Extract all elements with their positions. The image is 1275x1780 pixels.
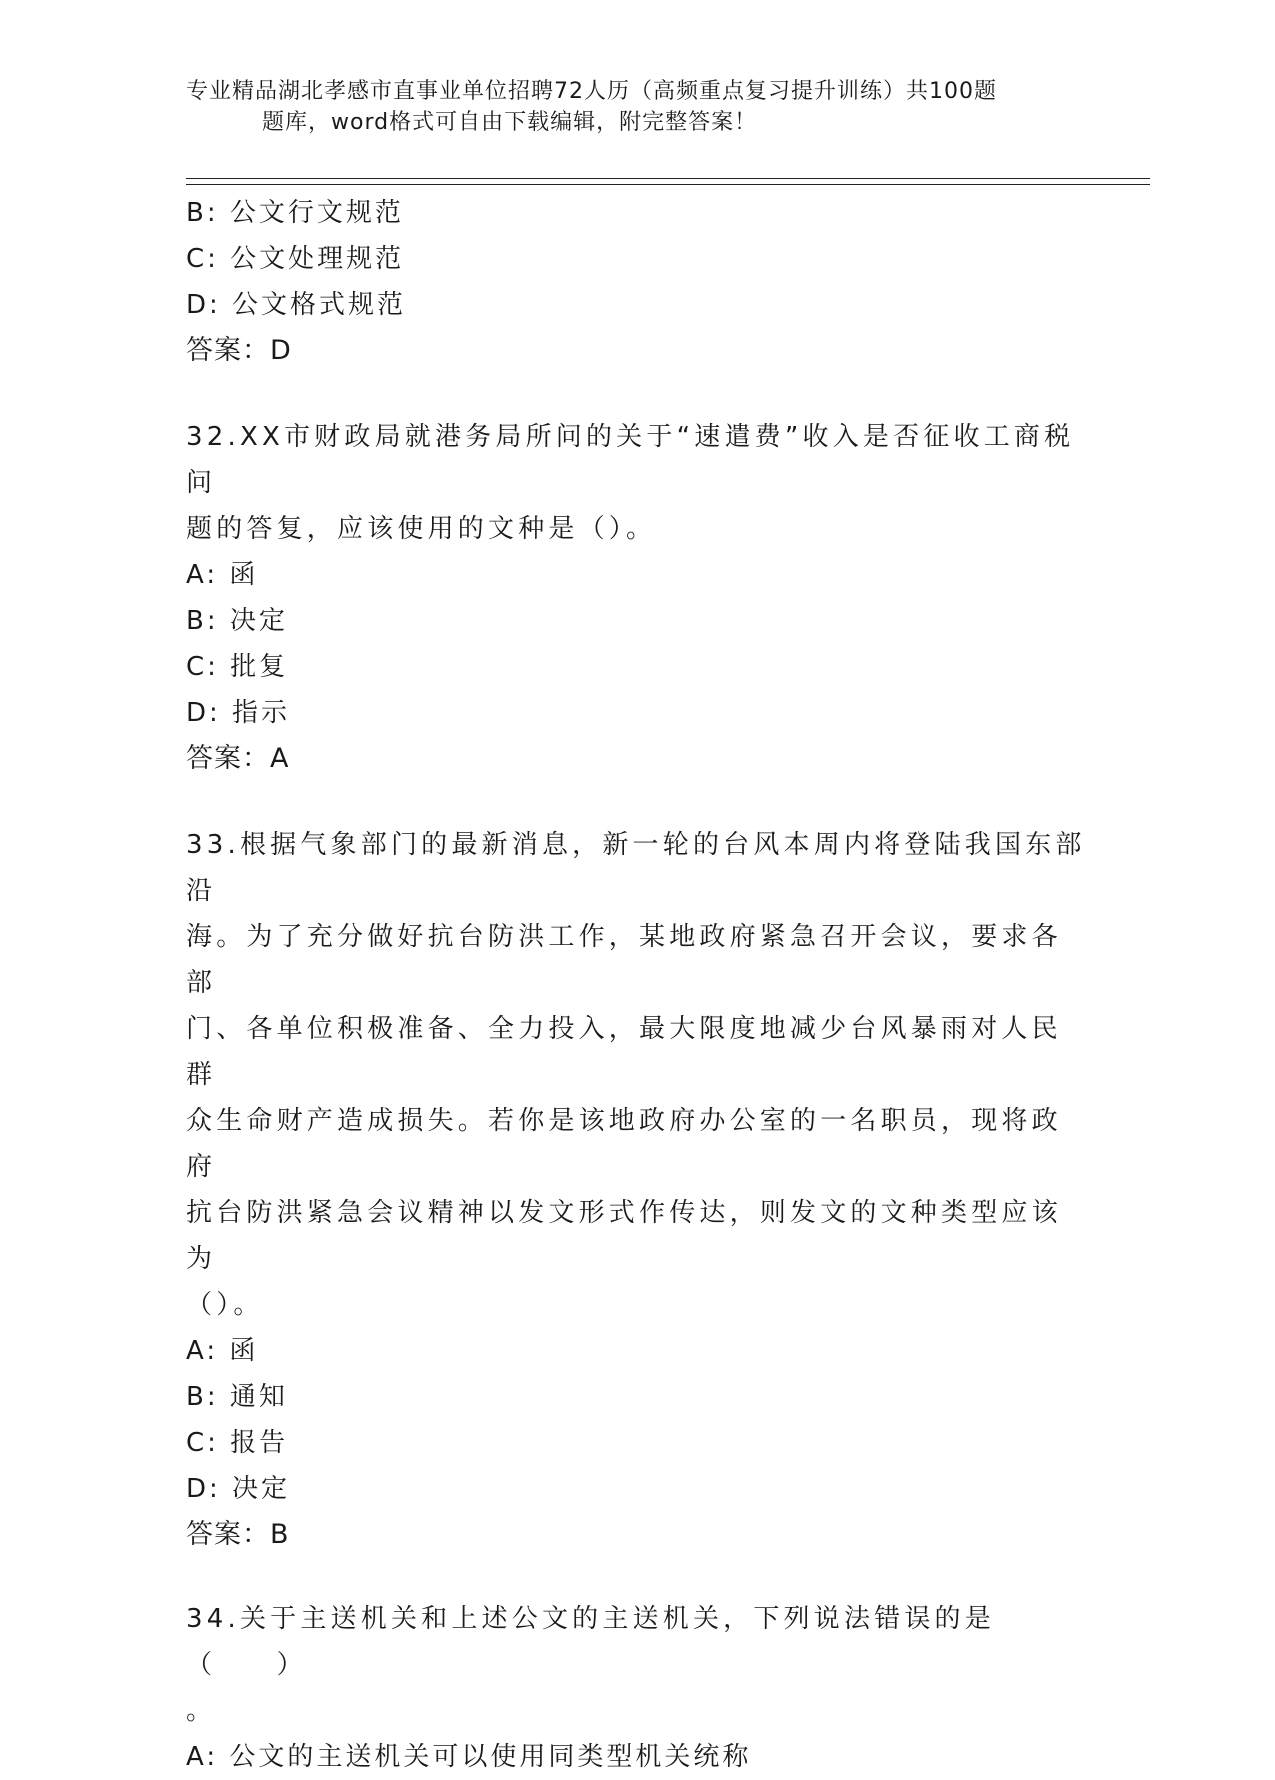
question-text: 34.关于主送机关和上述公文的主送机关，下列说法错误的是（ ） [186,1604,995,1680]
option-d: D: 指示 [186,698,291,728]
question-text: 众生命财产造成损失。若你是该地政府办公室的一名职员，现将政府 [186,1106,1062,1182]
answer-line: 答案：B [186,1519,290,1550]
question-text: 题的答复，应该使用的文种是（）。 [186,514,657,544]
option-a: A: 函 [186,1336,259,1366]
question-text: 抗台防洪紧急会议精神以发文形式作传达，则发文的文种类型应该为 [186,1198,1062,1274]
header-title-line1: 专业精品湖北孝感市直事业单位招聘72人历（高频重点复习提升训练）共100题 [186,79,997,104]
header-title-line2: 题库，word格式可自由下载编辑，附完整答案！ [262,110,758,135]
document-header [186,76,1066,138]
spacer [186,374,1086,414]
question-content [186,190,1086,1780]
question-31 [186,190,1086,374]
question-text: 。 [186,1696,217,1726]
option-b: B: 决定 [186,606,288,636]
question-text: 32.XX市财政局就港务局所问的关于“速遣费”收入是否征收工商税问 [186,422,1075,498]
header-rule-bottom [186,184,1150,185]
question-33 [186,822,1086,1558]
option-c: C: 批复 [186,652,289,682]
question-32 [186,414,1086,782]
header-rule-top [186,178,1150,179]
question-text: （）。 [186,1290,264,1320]
option-d: D: 公文格式规范 [186,290,407,320]
question-34 [186,1596,1086,1780]
option-c: C: 公文处理规范 [186,244,405,274]
spacer [186,1558,1086,1596]
option-b: B: 通知 [186,1382,288,1412]
option-c: C: 报告 [186,1428,289,1458]
answer-line: 答案：A [186,743,290,774]
answer-line: 答案：D [186,335,292,366]
question-text: 海。为了充分做好抗台防洪工作，某地政府紧急召开会议，要求各部 [186,922,1062,998]
spacer [186,782,1086,822]
option-b: B: 公文行文规范 [186,198,404,228]
question-text: 门、各单位积极准备、全力投入，最大限度地减少台风暴雨对人民群 [186,1014,1062,1090]
option-a: A: 函 [186,560,259,590]
option-d: D: 决定 [186,1474,291,1504]
question-text: 33.根据气象部门的最新消息，新一轮的台风本周内将登陆我国东部沿 [186,830,1086,906]
option-a: A: 公文的主送机关可以使用同类型机关统称 [186,1742,752,1772]
